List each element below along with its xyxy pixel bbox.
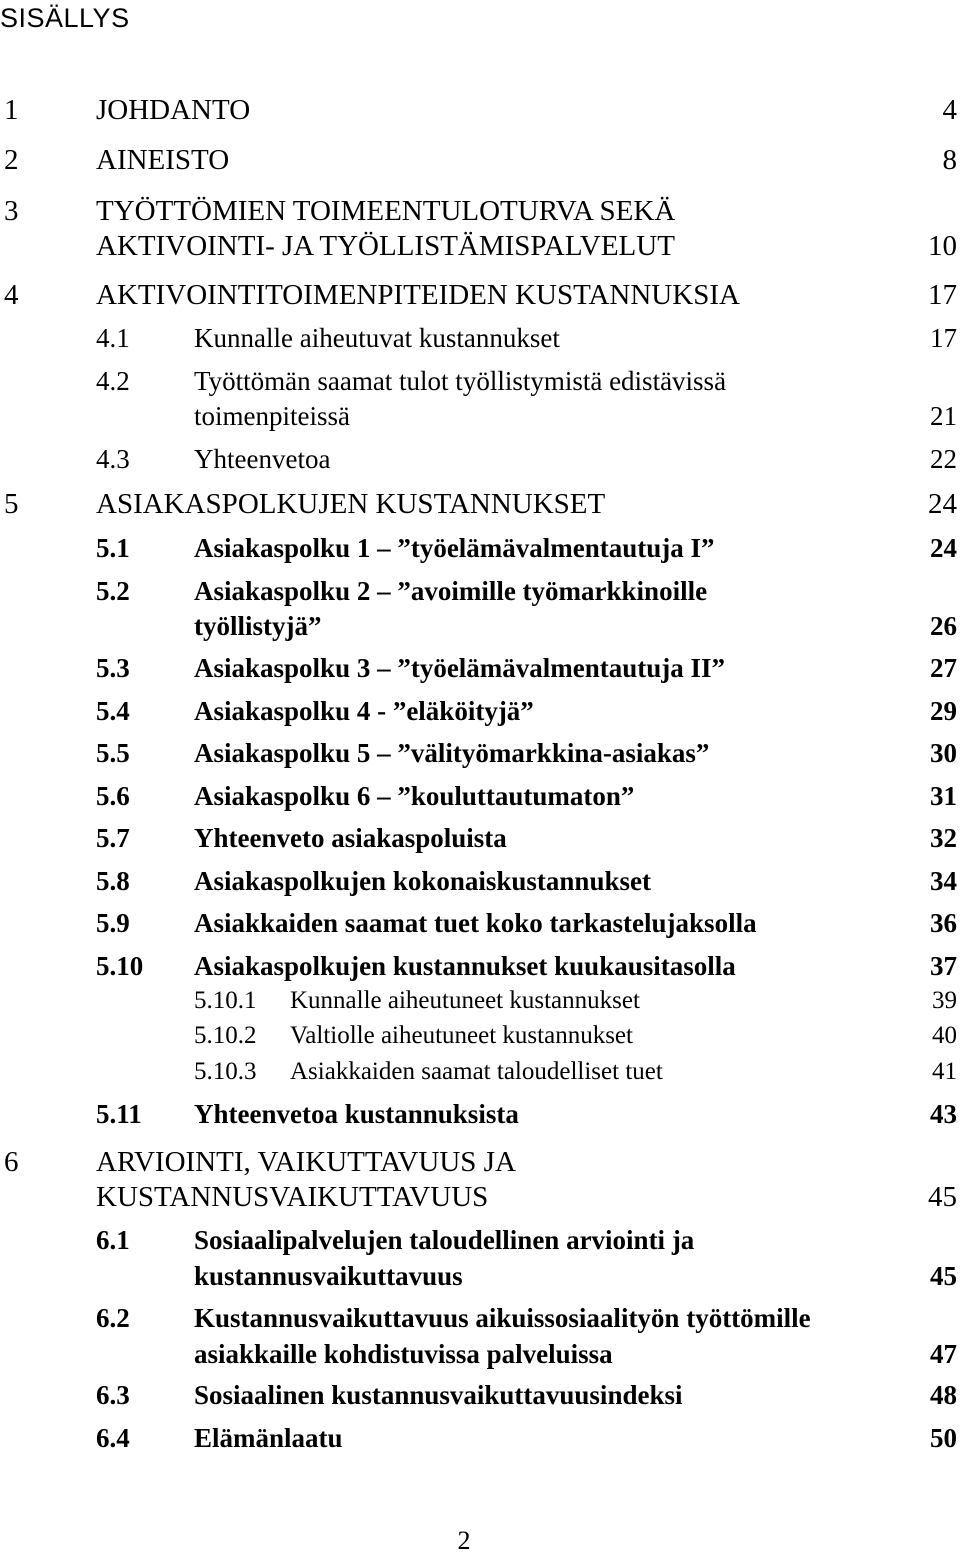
toc-entry-number: 5.10 [96, 951, 144, 981]
toc-line [0, 398, 960, 434]
toc-entry-title: toimenpiteissä [194, 401, 350, 431]
toc-line [0, 228, 960, 264]
toc-line [0, 320, 960, 356]
toc-entry-page: 40 [932, 1022, 957, 1049]
toc-entry-page: 37 [930, 951, 957, 981]
toc-entry-title: Yhteenvetoa kustannuksista [194, 1099, 519, 1129]
toc-line [0, 905, 960, 941]
toc-entry-page: 36 [930, 908, 957, 938]
toc-entry-number: 5.10.3 [194, 1058, 257, 1085]
toc-entry-page: 48 [930, 1380, 957, 1410]
toc-entry-title: Asiakaspolku 5 – ”välityömarkkina-asiakas” [194, 738, 710, 768]
toc-entry-title: Yhteenveto asiakaspoluista [194, 823, 507, 853]
toc-entry-page: 50 [930, 1423, 957, 1453]
toc-heading: SISÄLLYS [0, 3, 130, 33]
toc-entry-title: Asiakaspolkujen kustannukset kuukausitasolla [194, 951, 736, 981]
toc-entry-title: Asiakaspolku 6 – ”kouluttautumaton” [194, 781, 635, 811]
toc-entry-page: 8 [942, 144, 957, 176]
toc-line [0, 1300, 960, 1336]
toc-entry-number: 4.3 [96, 444, 130, 474]
toc-entry-page: 45 [928, 1181, 957, 1213]
toc-line [0, 820, 960, 856]
toc-entry-number: 5.3 [96, 653, 130, 683]
toc-line [0, 363, 960, 399]
toc-line [0, 693, 960, 729]
toc-line [0, 983, 960, 1019]
toc-entry-title: työllistyjä” [194, 611, 322, 641]
toc-entry-number: 5.7 [96, 823, 130, 853]
toc-entry-title: Sosiaalipalvelujen taloudellinen arviointi ja [194, 1225, 695, 1255]
toc-entry-title: TYÖTTÖMIEN TOIMEENTULOTURVA SEKÄ [96, 195, 676, 227]
toc-entry-title: Asiakkaiden saamat taloudelliset tuet [290, 1058, 663, 1085]
toc-entry-page: 27 [930, 653, 957, 683]
toc-entry-title: Sosiaalinen kustannusvaikuttavuusindeksi [194, 1380, 683, 1410]
toc-entry-title: JOHDANTO [96, 94, 251, 126]
toc-entry-number: 6.2 [96, 1303, 130, 1333]
toc-entry-page: 26 [930, 611, 957, 641]
toc-line [0, 142, 960, 178]
toc-entry-page: 47 [930, 1339, 957, 1369]
toc-entry-page: 24 [928, 488, 957, 520]
toc-entry-title: Asiakaspolku 1 – ”työelämävalmentautuja I” [194, 533, 715, 563]
toc-line [0, 608, 960, 644]
toc-entry-page: 21 [930, 401, 957, 431]
toc-entry-title: ASIAKASPOLKUJEN KUSTANNUKSET [96, 488, 606, 520]
toc-entry-number: 5.4 [96, 696, 130, 726]
toc-line [0, 486, 960, 522]
toc-entry-number: 5.10.1 [194, 987, 257, 1014]
toc-line [0, 193, 960, 229]
toc-entry-title: Asiakaspolkujen kokonaiskustannukset [194, 866, 651, 896]
toc-entry-page: 34 [930, 866, 957, 896]
toc-entry-page: 30 [930, 738, 957, 768]
toc-entry-page: 29 [930, 696, 957, 726]
toc-entry-page: 39 [932, 987, 957, 1014]
toc-entry-title: Kustannusvaikuttavuus aikuissosiaalityön työttömille [194, 1303, 811, 1333]
toc-line [0, 1377, 960, 1413]
toc-entry-number: 6.4 [96, 1423, 130, 1453]
toc-entry-number: 1 [4, 94, 19, 126]
toc-entry-title: Asiakaspolku 4 - ”eläköityjä” [194, 696, 534, 726]
toc-entry-page: 24 [930, 533, 957, 563]
toc-line [0, 441, 960, 477]
toc-entry-number: 5.8 [96, 866, 130, 896]
toc-line [0, 1018, 960, 1054]
toc-line [0, 650, 960, 686]
toc-entry-page: 43 [930, 1099, 957, 1129]
toc-entry-number: 2 [4, 144, 19, 176]
toc-entry-title: AKTIVOINTITOIMENPITEIDEN KUSTANNUKSIA [96, 279, 740, 311]
toc-entry-number: 5.11 [96, 1099, 142, 1129]
toc-entry-page: 45 [930, 1261, 957, 1291]
toc-line [0, 863, 960, 899]
toc-line [0, 92, 960, 128]
toc-line [0, 573, 960, 609]
toc-line [0, 277, 960, 313]
toc-entry-number: 5 [4, 488, 19, 520]
toc-entry-number: 5.9 [96, 908, 130, 938]
toc-entry-title: Valtiolle aiheutuneet kustannukset [290, 1022, 633, 1049]
toc-entry-title: Elämänlaatu [194, 1423, 343, 1453]
toc-line [0, 1258, 960, 1294]
toc-entry-title: KUSTANNUSVAIKUTTAVUUS [96, 1181, 489, 1213]
toc-line [0, 530, 960, 566]
toc-entry-title: asiakkaille kohdistuvissa palveluissa [194, 1339, 613, 1369]
toc-entry-number: 5.2 [96, 576, 130, 606]
toc-line [0, 1054, 960, 1090]
toc-entry-title: Yhteenvetoa [194, 444, 331, 474]
toc-entry-number: 6.3 [96, 1380, 130, 1410]
toc-entry-number: 4.1 [96, 323, 130, 353]
toc-entry-title: ARVIOINTI, VAIKUTTAVUUS JA [96, 1146, 516, 1178]
toc-line [0, 1144, 960, 1180]
toc-entry-page: 4 [942, 94, 957, 126]
page-number: 2 [457, 1526, 471, 1555]
toc-line [0, 735, 960, 771]
toc-entry-page: 31 [930, 781, 957, 811]
toc-line [0, 1222, 960, 1258]
toc-entry-number: 3 [4, 195, 19, 227]
toc-line [0, 1420, 960, 1456]
toc-entry-number: 6 [4, 1146, 19, 1178]
toc-entry-title: AINEISTO [96, 144, 230, 176]
toc-entry-page: 17 [930, 323, 957, 353]
toc-entry-page: 32 [930, 823, 957, 853]
toc-entry-page: 41 [932, 1058, 957, 1085]
toc-entry-title: Kunnalle aiheutuvat kustannukset [194, 323, 560, 353]
toc-line [0, 1096, 960, 1132]
toc-entry-number: 5.6 [96, 781, 130, 811]
toc-entry-title: AKTIVOINTI- JA TYÖLLISTÄMISPALVELUT [96, 230, 675, 262]
toc-entry-title: Asiakaspolku 2 – ”avoimille työmarkkinoille [194, 576, 708, 606]
toc-entry-number: 6.1 [96, 1225, 130, 1255]
toc-line [0, 1336, 960, 1372]
toc-entry-title: Työttömän saamat tulot työllistymistä edistävissä [194, 366, 727, 396]
toc-entry-number: 5.5 [96, 738, 130, 768]
toc-line [0, 948, 960, 984]
toc-entry-number: 4.2 [96, 366, 130, 396]
toc-entry-number: 5.1 [96, 533, 130, 563]
toc-entry-number: 5.10.2 [194, 1022, 257, 1049]
toc-entry-page: 17 [928, 279, 957, 311]
toc-entry-title: kustannusvaikuttavuus [194, 1261, 463, 1291]
toc-entry-number: 4 [4, 279, 19, 311]
toc-line [0, 778, 960, 814]
toc-entry-title: Kunnalle aiheutuneet kustannukset [290, 987, 640, 1014]
toc-entry-page: 22 [930, 444, 957, 474]
toc-entry-title: Asiakaspolku 3 – ”työelämävalmentautuja II” [194, 653, 726, 683]
toc-entry-title: Asiakkaiden saamat tuet koko tarkastelujaksolla [194, 908, 757, 938]
toc-line [0, 1179, 960, 1215]
toc-entry-page: 10 [928, 230, 957, 262]
